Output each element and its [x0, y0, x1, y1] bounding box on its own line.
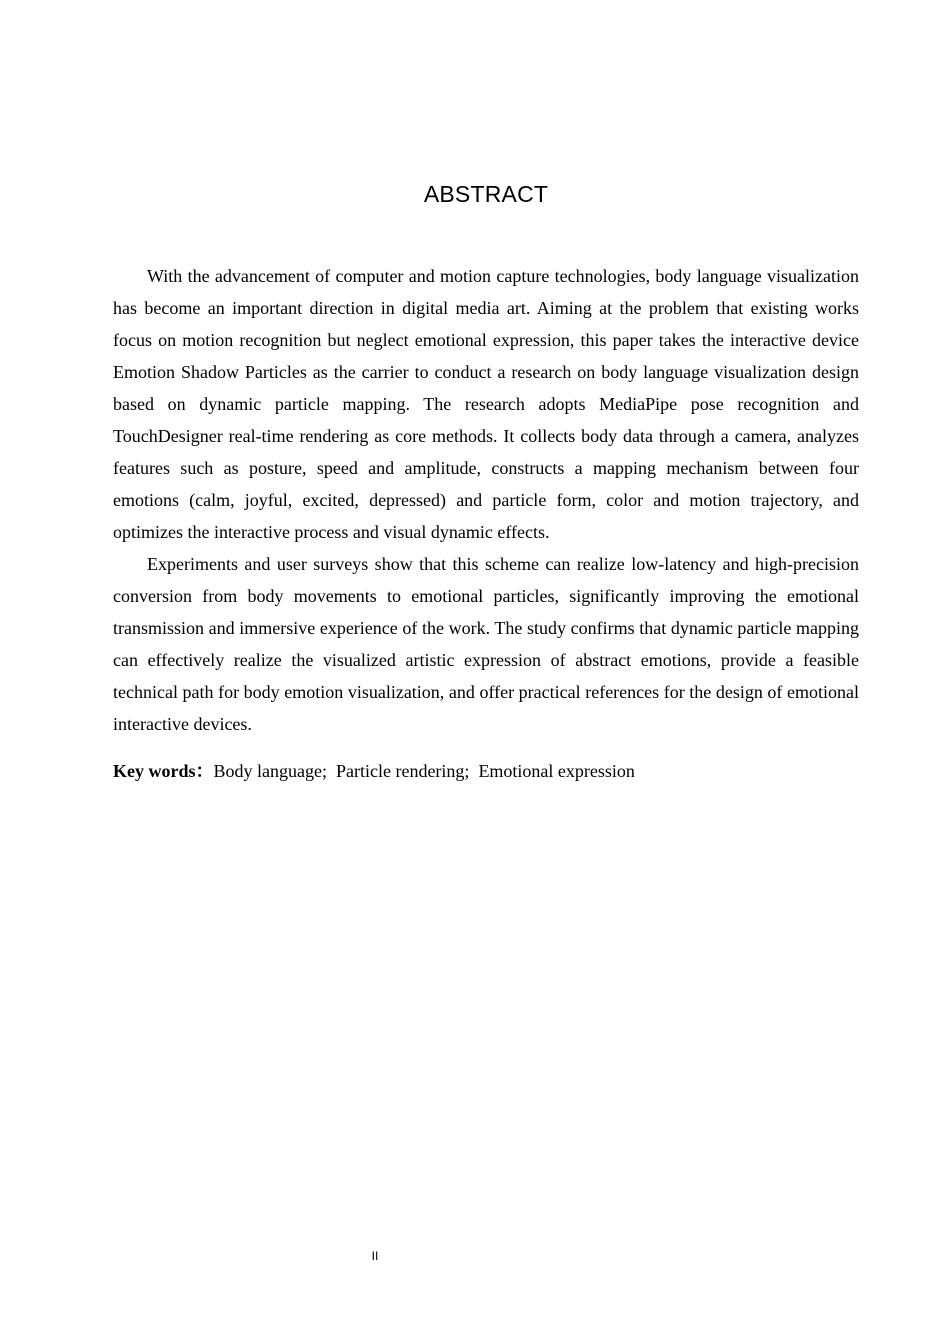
keywords-line: [113, 755, 859, 787]
keywords-label: Key words: [113, 761, 196, 781]
abstract-title: ABSTRACT: [423, 181, 549, 207]
abstract-body: [113, 260, 859, 740]
abstract-paragraph-2: Experiments and user surveys show that this scheme can realize low-latency and high-precision conversion from body movements to emotional particles, significantly improving the emotional transmission and immersive experience of the work. The study confirms that dynamic particle mapping can effectively realize the visualized artistic expression of abstract emotions, provide a feasible technical path for body emotion visualization, and offer practical references for the design of emotional interactive devices.: [113, 554, 859, 734]
keyword-item: Body language;: [213, 761, 327, 781]
keyword-item: Particle rendering;: [335, 761, 470, 781]
page-number: II: [371, 1249, 379, 1263]
keywords-separator: ：: [195, 761, 214, 781]
abstract-paragraph-1: With the advancement of computer and motion capture technologies, body language visualization has become an important direction in digital media art. Aiming at the problem that existing works focus on motion recognition but neglect emotional expression, this paper takes the interactive device Emotion Shadow Particles as the carrier to conduct a research on body language visualization design based on dynamic particle mapping. The research adopts MediaPipe pose recognition and TouchDesigner real-time rendering as core methods. It collects body data through a camera, analyzes features such as posture, speed and amplitude, constructs a mapping mechanism between four emotions (calm, joyful, excited, depressed) and particle form, color and motion trajectory, and optimizes the interactive process and visual dynamic effects.: [113, 266, 859, 542]
keyword-item: Emotional expression: [478, 761, 635, 781]
